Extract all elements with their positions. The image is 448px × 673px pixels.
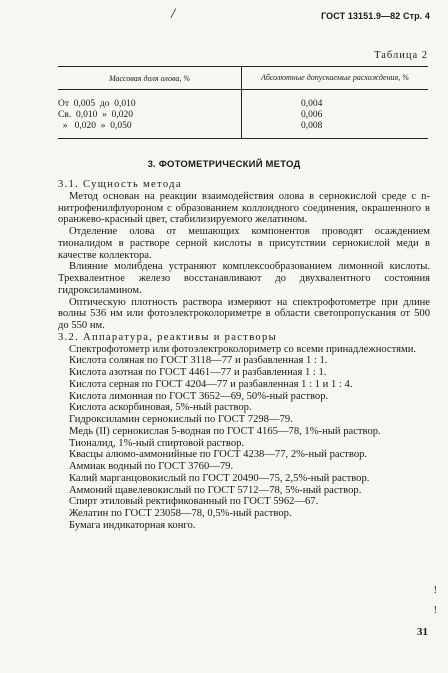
- margin-mark-right: !: [433, 585, 437, 596]
- table-cell-value: 0,004: [301, 99, 323, 109]
- reagent-item: Желатин по ГОСТ 23058—78, 0,5%-ный раствор.: [69, 508, 292, 519]
- paragraph: Спектрофотометр или фотоэлектроколориметр со всеми принадлежностями.: [69, 343, 417, 355]
- table-caption: Таблица 2: [374, 50, 428, 61]
- standard-header: ГОСТ 13151.9—82 Стр. 4: [321, 11, 430, 21]
- reagent-item: Калий марганцовокислый по ГОСТ 20490—75, 2,5%-ный раствор.: [69, 472, 370, 484]
- table-cell-range: От 0,005 до 0,010: [58, 99, 136, 109]
- reagent-item: Медь (II) сернокислая 5-водная по ГОСТ 4165—78, 1%-ный раствор.: [69, 425, 381, 437]
- section-title: 3. ФОТОМЕТРИЧЕСКИЙ МЕТОД: [147, 159, 301, 170]
- page-number: 31: [417, 626, 428, 638]
- subsection-heading: 3.2. Аппаратура, реактивы и растворы: [58, 331, 278, 343]
- reagent-item: Кислота серная по ГОСТ 4204—77 и разбавленная 1 : 1 и 1 : 4.: [69, 378, 353, 390]
- reagent-item: Кислота лимонная по ГОСТ 3652—69, 50%-ный раствор.: [69, 390, 329, 402]
- paragraph: Влияние молибдена устраняют комплексообразованием лимонной кислоты. Трехвалентное железо восстанавливают до двухвалентного состояния гидроксиламином.: [58, 261, 430, 296]
- table-cell-range: Св. 0,010 » 0,020: [58, 110, 133, 120]
- reagent-item: Кислота азотная по ГОСТ 4461—77 и разбавленная 1 : 1.: [69, 367, 327, 378]
- margin-mark: /: [171, 6, 176, 22]
- body-text: [58, 179, 430, 532]
- paragraph: Оптическую плотность раствора измеряют на спектрофотометре при длине волны 536 нм или фотоэлектроколориметре в области светопропускания от 500 до 550 нм.: [58, 296, 430, 331]
- reagent-item: Квасцы алюмо-аммонийные по ГОСТ 4238—77, 2%-ный раствор.: [69, 449, 368, 461]
- paragraph: Отделение олова от мешающих компонентов проводят осаждением тионалидом в растворе серной кислоты в присутствии сернокислой меди в качестве коллектора.: [58, 226, 430, 261]
- table-cell-value: 0,006: [301, 110, 323, 120]
- table-cell-range: » 0,020 » 0,050: [58, 121, 132, 131]
- paragraph: Метод основан на реакции взаимодействия олова в сернокислой среде с n-нитрофенилфлуороном с образованием коллоидного соединения, окрашенного в оранжево-красный цвет, стабилизируемого желатином.: [58, 190, 430, 226]
- column-header-tin-fraction: Массовая доля олова, %: [108, 73, 191, 83]
- reagent-item: Бумага индикаторная конго.: [69, 519, 196, 531]
- reagent-item: Тионалид, 1%-ный спиртовой раствор.: [69, 437, 245, 449]
- reagent-item: Гидроксиламин сернокислый по ГОСТ 7298—79.: [69, 414, 293, 425]
- column-header-tolerance: Абсолютные допускаемые расхождения, %: [241, 67, 428, 89]
- reagent-item: Кислота аскорбиновая, 5%-ный раствор.: [69, 402, 252, 414]
- reagent-item: Аммоний щавелевокислый по ГОСТ 5712—78, 5%-ный раствор.: [69, 484, 362, 496]
- table-cell-value: 0,008: [301, 121, 323, 131]
- table-body: [58, 90, 428, 139]
- margin-mark-right: !: [433, 605, 437, 616]
- reagent-item: Спирт этиловый ректификованный по ГОСТ 5962—67.: [69, 496, 319, 508]
- reagent-item: Аммиак водный по ГОСТ 3760—79.: [69, 461, 234, 472]
- table-header: [58, 66, 428, 90]
- tolerance-table: [58, 66, 428, 139]
- subsection-heading: 3.1. Сущность метода: [58, 179, 182, 190]
- reagent-item: Кислота соляная по ГОСТ 3118—77 и разбавленная 1 : 1.: [69, 355, 328, 367]
